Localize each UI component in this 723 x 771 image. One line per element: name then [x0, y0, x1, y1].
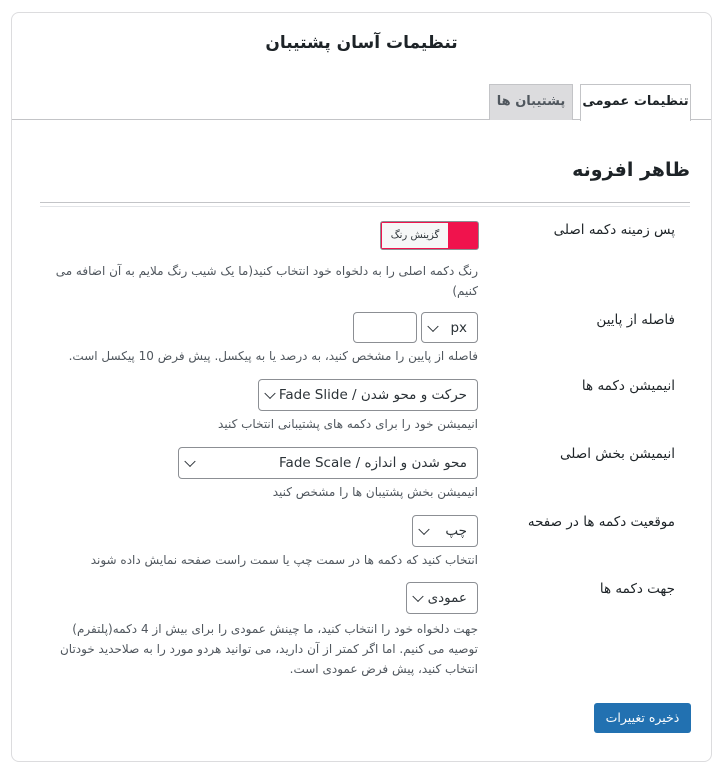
- chevron-down-icon: [264, 388, 275, 399]
- tab-backups[interactable]: پشتیبان ها: [489, 84, 573, 120]
- unit-select[interactable]: [421, 312, 478, 343]
- button-animation-desc: انیمیشن خود را برای دکمه های پشتیبانی انتخاب کنید: [218, 417, 478, 431]
- button-animation-label: انیمیشن دکمه ها: [581, 378, 675, 394]
- main-animation-desc: انیمیشن بخش پشتیبان ها را مشخص کنید: [272, 485, 478, 499]
- position-label: موقعیت دکمه ها در صفحه: [527, 514, 675, 530]
- chevron-down-icon: [427, 320, 438, 331]
- save-button[interactable]: ذخیره تغییرات: [594, 703, 691, 733]
- color-picker-label: گزینش رنگ: [382, 223, 448, 248]
- main-animation-label: انیمیشن بخش اصلی: [560, 446, 675, 462]
- color-picker-button[interactable]: [380, 221, 479, 250]
- tab-general-settings[interactable]: تنظیمات عمومی: [580, 84, 691, 121]
- position-select[interactable]: [412, 515, 478, 547]
- button-animation-select[interactable]: [258, 379, 478, 411]
- position-value: چپ: [445, 523, 467, 539]
- chevron-down-icon: [418, 524, 429, 535]
- position-desc: انتخاب کنید که دکمه ها در سمت چپ یا سمت راست صفحه نمایش داده شوند: [90, 553, 478, 567]
- button-bg-desc: رنگ دکمه اصلی را به دلخواه خود انتخاب کنید(ما یک شیب رنگ ملایم به آن اضافه می کنیم): [55, 264, 478, 298]
- section-divider: [40, 202, 690, 207]
- settings-card: [11, 12, 712, 762]
- main-animation-value: Fade Scale / محو شدن و اندازه: [279, 455, 467, 471]
- bottom-distance-label: فاصله از پایین: [596, 312, 675, 328]
- direction-desc: جهت دلخواه خود را انتخاب کنید، ما چینش عمودی را برای بیش از 4 دکمه(پلتفرم) توصیه می کنیم. اما اگر کمتر از آن دارید، می توانید هردو مورد را به صلاحدید خودتان انتخاب کنید، پیش فرض عمودی است.: [59, 622, 478, 676]
- section-title: ظاهر افزونه: [572, 159, 690, 181]
- direction-label: جهت دکمه ها: [599, 581, 675, 597]
- bottom-distance-input[interactable]: [353, 312, 417, 343]
- direction-select[interactable]: [406, 582, 478, 614]
- chevron-down-icon: [412, 591, 423, 602]
- main-animation-select[interactable]: [178, 447, 478, 479]
- direction-value: عمودی: [427, 590, 467, 606]
- unit-value: px: [450, 319, 467, 336]
- bottom-distance-desc: فاصله از پایین را مشخص کنید، به درصد یا به پیکسل. پیش فرض 10 پیکسل است.: [68, 349, 478, 363]
- button-bg-label: پس زمینه دکمه اصلی: [553, 222, 675, 238]
- button-animation-value: Fade Slide / حرکت و محو شدن: [278, 387, 467, 403]
- page-title: تنظیمات آسان پشتیبان: [265, 33, 458, 53]
- chevron-down-icon: [184, 456, 195, 467]
